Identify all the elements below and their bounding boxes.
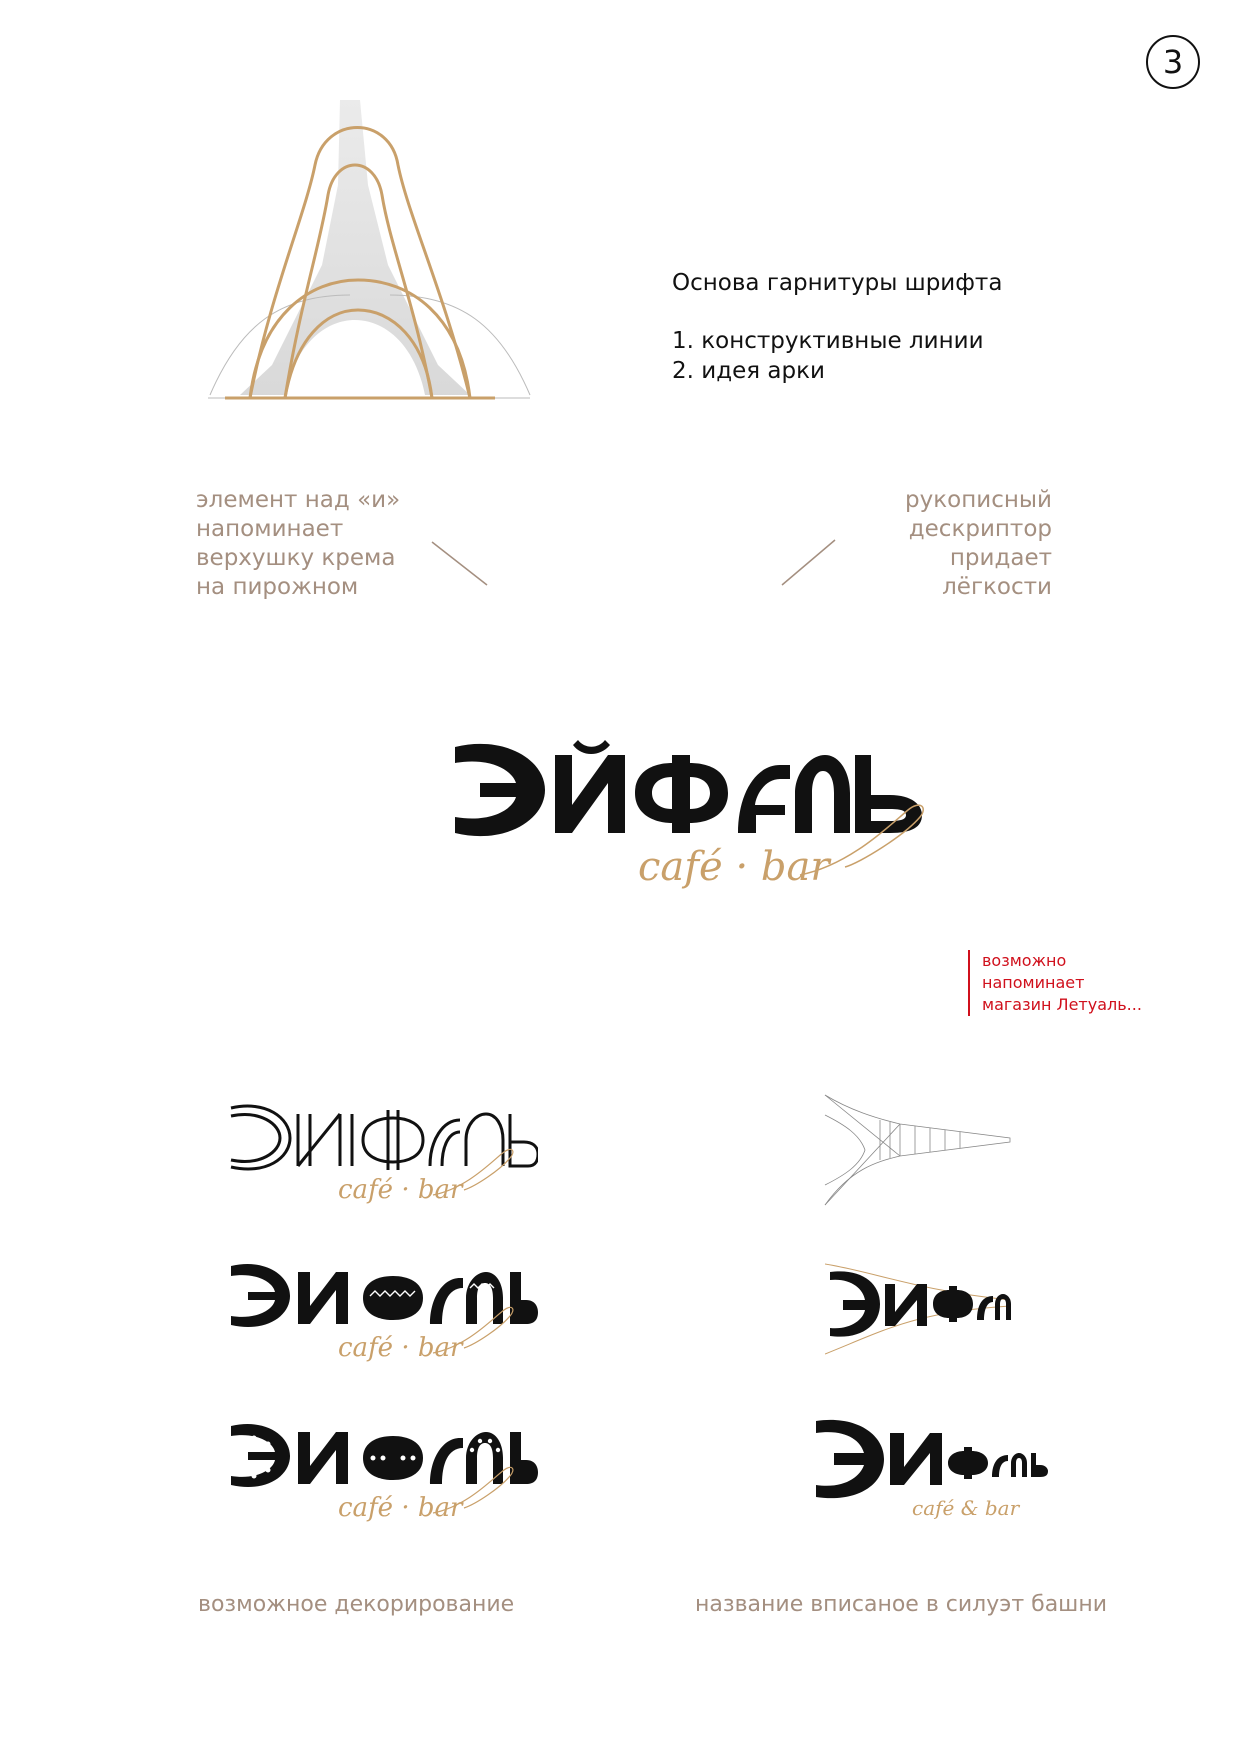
logo-descriptor: café · bar: [338, 1493, 463, 1523]
eiffel-tower-construction-sketch: [200, 95, 545, 410]
eiffel-logo-variant-dotted: [228, 1418, 538, 1533]
note-line: рукописный: [905, 487, 1052, 513]
logo-descriptor: café · bar: [338, 1175, 463, 1205]
note-line: элемент над «и»: [196, 487, 401, 513]
note-cream-element: [196, 486, 400, 602]
note-line: верхушку крема: [196, 545, 396, 571]
intro-block: [672, 268, 1002, 386]
note-connector-lines: [0, 0, 1241, 620]
intro-list: [672, 326, 1002, 386]
connector-line-left: [432, 542, 487, 585]
eiffel-tower-side-sketch: [820, 1090, 1020, 1210]
note-line: лёгкости: [942, 574, 1052, 600]
note-line: на пирожном: [196, 574, 359, 600]
eiffel-logo-cafe-and-bar: [812, 1415, 1052, 1530]
eiffel-logo-variant-ornament: [228, 1258, 538, 1373]
intro-item: 1. конструктивные линии: [672, 328, 984, 354]
note-line: дескриптор: [908, 516, 1052, 542]
intro-heading: Основа гарнитуры шрифта: [672, 270, 1003, 296]
eiffel-logo-main: [450, 735, 930, 905]
red-comment-line: возможно: [982, 951, 1067, 970]
logo-descriptor: café · bar: [338, 1333, 463, 1363]
note-line: придает: [949, 545, 1052, 571]
eiffel-logo-tower-silhouette: [825, 1262, 1025, 1357]
connector-line-right: [782, 540, 835, 585]
note-handwritten-descriptor: [856, 486, 1052, 602]
red-comment-line: напоминает: [982, 973, 1085, 992]
eiffel-logo-variant-outline: [228, 1100, 538, 1215]
caption-decoration: возможное декорирование: [198, 1592, 515, 1617]
logo-descriptor: café · bar: [638, 844, 830, 890]
logo-descriptor-alt: café & bar: [912, 1496, 1020, 1520]
red-comment-line: магазин Летуаль...: [982, 995, 1142, 1014]
caption-tower-silhouette: название вписаное в силуэт башни: [695, 1592, 1107, 1617]
red-comment: [968, 950, 1142, 1016]
page-number: 3: [1146, 35, 1200, 89]
intro-item: 2. идея арки: [672, 358, 825, 384]
note-line: напоминает: [196, 516, 344, 542]
